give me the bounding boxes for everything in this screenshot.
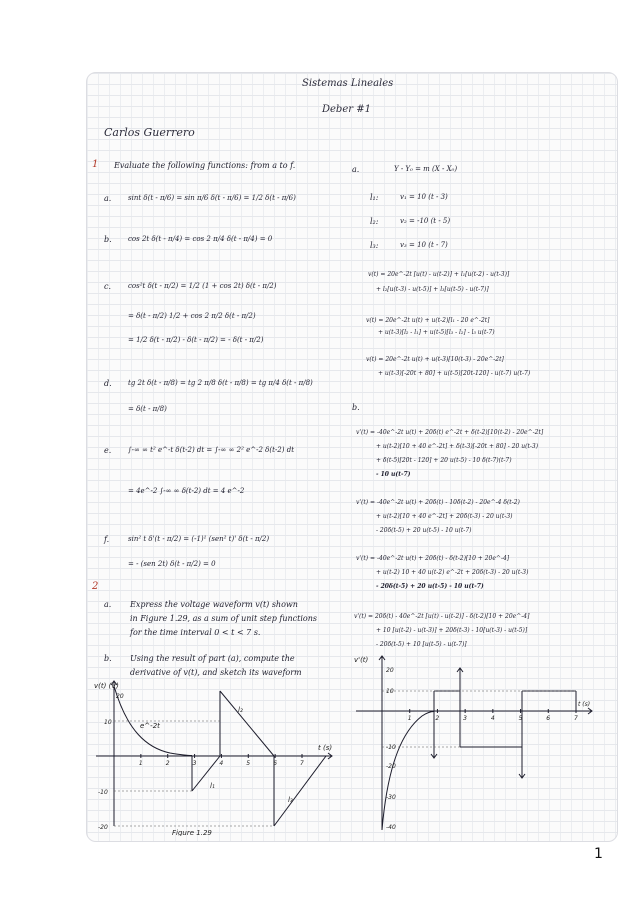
fig2-y-axis-label: v'(t) bbox=[354, 656, 369, 664]
l2-label: l₂: bbox=[370, 217, 379, 226]
item-e-equation-1: ∫-∞ ∞ t² e^-t δ(t-2) dt = ∫-∞ ∞ 2² e^-2 δ(t-2) dt bbox=[128, 446, 295, 454]
deriv-line-3: + δ(t-5)[20t - 120] + 20 u(t-5) - 10 δ(t-7)(t-7) bbox=[376, 457, 512, 464]
sum-line-2: + l₂[u(t-3) - u(t-5)] + l₃[u(t-5) - u(t-7)] bbox=[376, 286, 489, 293]
fig2-tick-label-2: 2 bbox=[435, 715, 440, 722]
item-c-equation-1: cos²t δ(t - π/2) = 1/2 (1 + cos 2t) δ(t - π/2) bbox=[128, 282, 277, 290]
part-b-line-1: Using the result of part (a), compute the bbox=[130, 654, 295, 663]
item-b-label: b. bbox=[104, 235, 112, 244]
fig2-tick-label-1: 1 bbox=[407, 715, 412, 722]
deriv-line-1: v'(t) = -40e^-2t u(t) + 20δ(t) e^-2t + δ(t-2)[10(t-2) - 20e^-2t] bbox=[356, 429, 544, 436]
item-f-label: f. bbox=[104, 535, 110, 544]
fig1-tick-label-6: 6 bbox=[273, 760, 277, 767]
fig1-l2-label: l₂ bbox=[238, 706, 243, 714]
problem-2-number: 2 bbox=[92, 581, 99, 592]
l3-label: l₃: bbox=[370, 241, 379, 250]
deriv-line-9: + u(t-2) 10 + 40 u(t-2) e^-2t + 20δ(t-3) - 20 u(t-3) bbox=[376, 569, 529, 576]
fig2-y-m30: -30 bbox=[386, 794, 396, 801]
item-d-equation-1: tg 2t δ(t - π/8) = tg 2 π/8 δ(t - π/8) = tg π/4 δ(t - π/8) bbox=[128, 379, 313, 387]
fig2-y-20: 20 bbox=[386, 667, 394, 674]
fig1-tick-label-3: 3 bbox=[192, 760, 197, 767]
deriv-line-2: + u(t-2)[10 + 40 e^-2t] + δ(t-3)[-20t + 80] - 20 u(t-3) bbox=[376, 443, 539, 450]
right-a-label: a. bbox=[352, 165, 360, 174]
fig1-tick-label-2: 2 bbox=[165, 760, 170, 767]
line-equation: Y - Y₀ = m (X - X₀) bbox=[394, 165, 458, 173]
fig2-tick-label-4: 4 bbox=[490, 715, 495, 722]
fig1-tick-label-7: 7 bbox=[299, 760, 304, 767]
fig2-y-m40: -40 bbox=[386, 824, 396, 831]
part-a-line-3: for the time interval 0 < t < 7 s. bbox=[130, 628, 261, 637]
item-c-label: c. bbox=[104, 282, 112, 291]
part-b-label: b. bbox=[104, 654, 112, 663]
fig1-l3-label: l₃ bbox=[288, 796, 293, 804]
fig1-y-m20: -20 bbox=[98, 824, 108, 831]
item-d-equation-2: = δ(t - π/8) bbox=[128, 405, 167, 413]
item-e-equation-2: = 4e^-2 ∫-∞ ∞ δ(t-2) dt = 4 e^-2 bbox=[128, 487, 245, 495]
fig2-tick-label-6: 6 bbox=[546, 715, 551, 722]
item-a-label: a. bbox=[104, 194, 112, 203]
sum-line-5: v(t) = 20e^-2t u(t) + u(t-3)[10(t-3) - 20e^-2t] bbox=[366, 356, 504, 363]
fig2-y-10: 10 bbox=[386, 688, 394, 695]
deriv-line-7: - 20δ(t-5) + 20 u(t-5) - 10 u(t-7) bbox=[376, 527, 472, 534]
deriv-line-6: + u(t-2)[10 + 40 e^-2t] + 20δ(t-3) - 20 u(t-3) bbox=[376, 513, 513, 520]
fig1-y-m10: -10 bbox=[98, 789, 108, 796]
deriv-line-13: - 20δ(t-5) + 10 [u(t-5) - u(t-7)] bbox=[376, 641, 467, 648]
fig2-tick-label-7: 7 bbox=[573, 715, 578, 722]
fig2-tick-label-3: 3 bbox=[463, 715, 467, 722]
l3-equation: v₃ = 10 (t - 7) bbox=[400, 241, 448, 249]
sum-line-3: v(t) = 20e^-2t u(t) + u(t-2)[l₁ - 20 e^-2t] bbox=[366, 317, 490, 324]
fig1-y-10: 10 bbox=[104, 719, 112, 726]
item-e-label: e. bbox=[104, 446, 112, 455]
fig1-y-top: 20 bbox=[116, 693, 124, 700]
fig1-tick-label-5: 5 bbox=[246, 760, 251, 767]
figure-1-29 bbox=[92, 676, 342, 836]
l1-equation: v₁ = 10 (t - 3) bbox=[400, 193, 448, 201]
fig1-exp-curve bbox=[114, 686, 192, 756]
fig2-x-axis-label: t (s) bbox=[578, 701, 591, 708]
part-b-line-2: derivative of v(t), and sketch its waveform bbox=[130, 668, 302, 677]
item-d-label: d. bbox=[104, 379, 112, 388]
deriv-line-5: v'(t) = -40e^-2t u(t) + 20δ(t) - 10δ(t-2) - 20e^-4 δ(t-2) bbox=[356, 499, 520, 506]
fig2-y-m10: -10 bbox=[386, 744, 396, 751]
deriv-line-10: - 20δ(t-5) + 20 u(t-5) - 10 u(t-7) bbox=[376, 583, 484, 590]
figure-derivative bbox=[352, 650, 602, 835]
fig2-tick-label-5: 5 bbox=[518, 715, 523, 722]
sum-line-4: + u(t-3)[l₂ - l₁] + u(t-5)[l₃ - l₂] - l₃ u(t-7) bbox=[378, 329, 495, 336]
page-number: 1 bbox=[594, 846, 603, 862]
fig1-caption: Figure 1.29 bbox=[172, 829, 212, 836]
fig1-tick-label-4: 4 bbox=[219, 760, 224, 767]
item-b-equation: cos 2t δ(t - π/4) = cos 2 π/4 δ(t - π/4) = 0 bbox=[128, 235, 273, 243]
fig1-exp-label: e^-2t bbox=[140, 722, 160, 730]
fig1-y-axis-label: v(t) (V) bbox=[94, 682, 119, 690]
l1-label: l₁: bbox=[370, 193, 379, 202]
fig2-exp-curve bbox=[382, 712, 434, 831]
deriv-line-8: v'(t) = -40e^-2t u(t) + 20δ(t) - δ(t-2)[10 + 20e^-4] bbox=[356, 555, 510, 562]
fig1-seg-l2 bbox=[220, 691, 274, 756]
fig2-y-m20: -20 bbox=[386, 763, 396, 770]
right-b-label: b. bbox=[352, 403, 360, 412]
deriv-line-12: + 10 [u(t-2) - u(t-3)] + 20δ(t-3) - 10[u(t-3) - u(t-5)] bbox=[376, 627, 528, 634]
item-f-equation-2: = - (sen 2t) δ(t - π/2) = 0 bbox=[128, 560, 216, 568]
fig1-x-axis-label: t (s) bbox=[318, 744, 333, 752]
problem-1-number: 1 bbox=[92, 159, 99, 170]
item-a-equation: sint δ(t - π/6) = sin π/6 δ(t - π/6) = 1/2 δ(t - π/6) bbox=[128, 194, 296, 202]
course-title: Sistemas Lineales bbox=[302, 78, 394, 89]
part-a-line-1: Express the voltage waveform v(t) shown bbox=[130, 600, 298, 609]
item-f-equation-1: sin² t δ'(t - π/2) = (-1)¹ (sen² t)' δ(t - π/2) bbox=[128, 535, 270, 543]
problem-1-statement: Evaluate the following functions: from a to f. bbox=[114, 161, 296, 170]
deriv-line-11: v'(t) = 20δ(t) - 40e^-2t [u(t) - u(t-2)] - δ(t-2)[10 + 20e^-4] bbox=[354, 613, 530, 620]
item-c-equation-3: = 1/2 δ(t - π/2) - δ(t - π/2) = - δ(t - π/2) bbox=[128, 336, 264, 344]
fig1-l1-label: l₁ bbox=[210, 782, 215, 790]
deriv-line-4: - 10 u(t-7) bbox=[376, 471, 411, 478]
sum-line-6: + u(t-3)[-20t + 80] + u(t-5)[20t-120] - u(t-7) u(t-7) bbox=[378, 370, 531, 377]
assignment-title: Deber #1 bbox=[322, 104, 371, 115]
item-c-equation-2: = δ(t - π/2) 1/2 + cos 2 π/2 δ(t - π/2) bbox=[128, 312, 256, 320]
fig1-tick-label-1: 1 bbox=[138, 760, 143, 767]
sum-line-1: v(t) = 20e^-2t [u(t) - u(t-2)] + l₁[u(t-2) - u(t-3)] bbox=[368, 271, 510, 278]
author-name: Carlos Guerrero bbox=[104, 126, 195, 139]
part-a-label: a. bbox=[104, 600, 112, 609]
part-a-line-2: in Figure 1.29, as a sum of unit step functions bbox=[130, 614, 318, 623]
l2-equation: v₂ = -10 (t - 5) bbox=[400, 217, 451, 225]
